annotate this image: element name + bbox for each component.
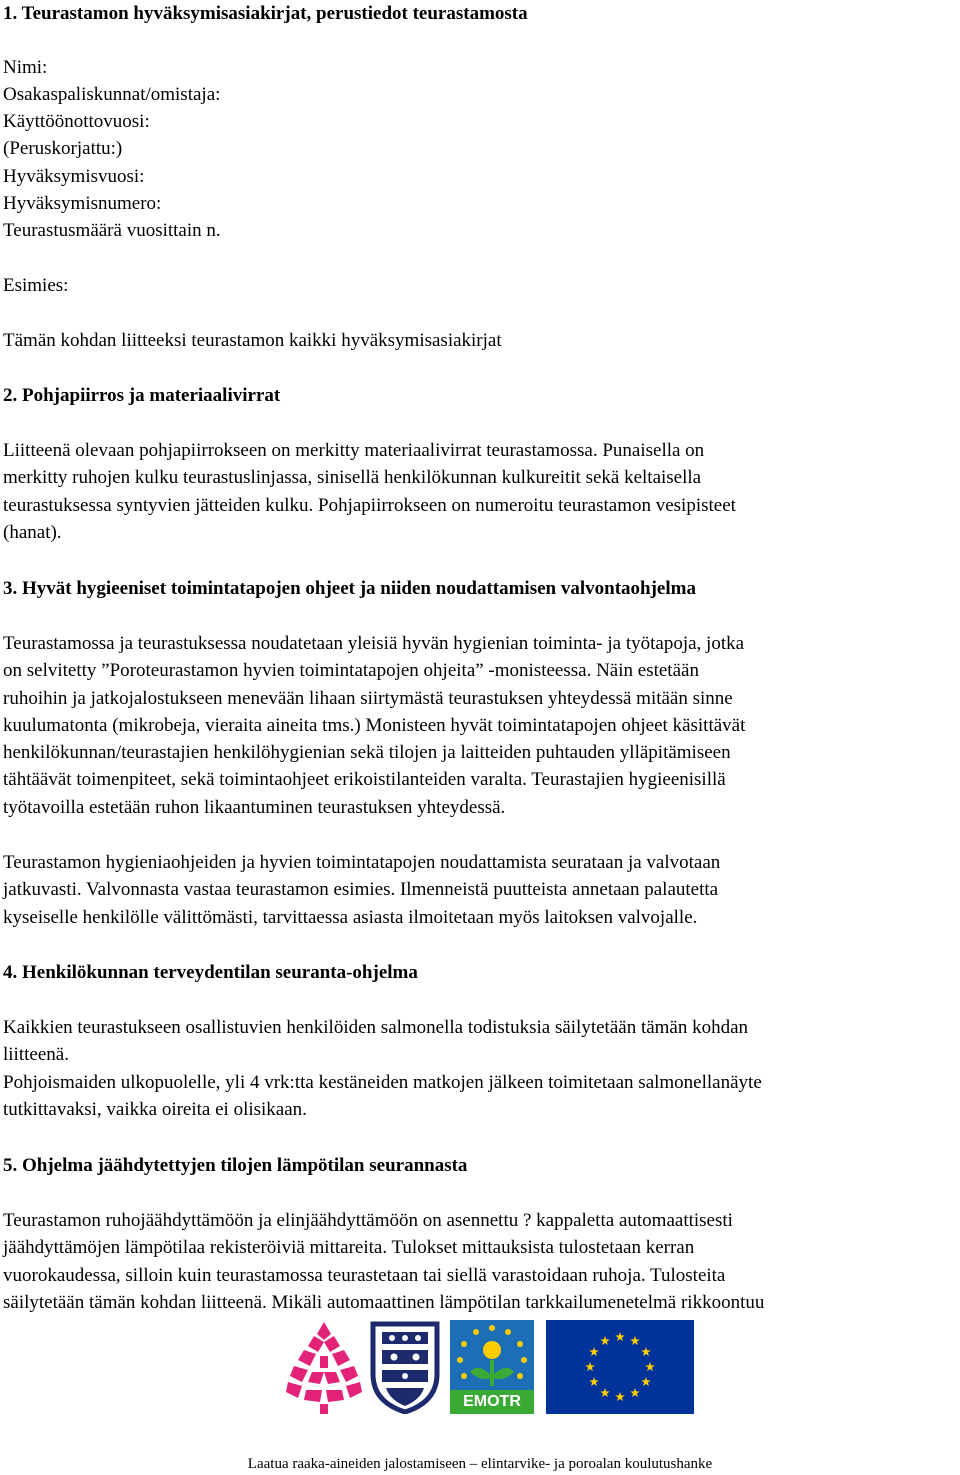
section-3-heading: 3. Hyvät hygieeniset toimintatapojen ohjeet ja niiden noudattamisen valvontaohjelma [3,578,696,599]
funding-logos [284,1320,694,1414]
text-line: säilytetään tämän kohdan liitteenä. Mikäli automaattinen lämpötilan tarkkailumenetelmä rikkoontuu [3,1291,765,1313]
text-line: ruhoihin ja jatkojalostukseen menevään lihaan siirtymästä teurastuksen yhteydessä mitään sinne [3,687,733,709]
field-approval-year: Hyväksymisvuosi: [3,166,145,187]
field-slaughter-volume: Teurastusmäärä vuosittain n. [3,220,221,241]
eu-flag-icon [546,1320,694,1414]
text-line: kuulumatonta (mikrobeja, vieraita aineita tms.) Monisteen hyvät toimintatapojen ohjeet käsittävät [3,714,746,736]
text-line: vuorokaudessa, silloin kuin teurastamossa teurastetaan tai siellä varastoidaan ruhoja. Tulosteita [3,1264,726,1286]
section-4-heading: 4. Henkilökunnan terveydentilan seuranta-ohjelma [3,962,418,983]
text-line: on selvitetty ”Poroteurastamon hyvien toimintatapojen ohjeita” -monisteessa. Näin estetään [3,660,699,682]
text-line: tähtäävät toimenpiteet, sekä toimintaohjeet erikoistilanteiden varalta. Teurastajien hygieenisillä [3,769,726,791]
text-line: työtavoilla estetään ruhon likaantuminen teurastuksen yhteydessä. [3,796,506,818]
text-line: teurastuksessa syntyvien jätteiden kulku. Pohjapiirrokseen on numeroitu teurastamon vesipisteet [3,494,736,516]
text-line: kyseiselle henkilölle välittömästi, tarvittaessa asiasta ilmoitetaan myös laitoksen valvojalle. [3,906,698,928]
text-line: Kaikkien teurastukseen osallistuvien henkilöiden salmonella todistuksia säilytetään tämän kohdan [3,1017,749,1038]
lapland-coat-of-arms-icon [370,1320,440,1414]
text-line: tutkittavaksi, vaikka oireita ei olisikaan. [3,1098,307,1120]
text-line: merkitty ruhojen kulku teurastuslinjassa, sinisellä henkilökunnan kulkureitit sekä keltaisella [3,467,702,489]
section-3-paragraph-2 [3,849,960,931]
text-line: liitteenä. [3,1044,69,1066]
field-owner: Osakaspaliskunnat/omistaja: [3,84,221,105]
section-3-paragraph-1 [3,630,960,821]
field-commissioning-year: Käyttöönottovuosi: [3,111,150,132]
field-name: Nimi: [3,57,48,78]
field-renovated: (Peruskorjattu:) [3,138,123,159]
section-1-heading: 1. Teurastamon hyväksymisasiakirjat, perustiedot teurastamosta [3,3,528,24]
section-5-paragraph [3,1207,960,1316]
section-4-paragraph [3,1014,960,1123]
section-5-heading: 5. Ohjelma jäähdytettyjen tilojen lämpötilan seurannasta [3,1155,468,1176]
footer-project-name: Laatua raaka-aineiden jalostamiseen – elintarvike- ja poroalan koulutushanke [247,1456,713,1472]
text-line: Pohjoismaiden ulkopuolelle, yli 4 vrk:tta kestäneiden matkojen jälkeen toimitetaan salmonellanäyte [3,1071,762,1093]
text-line: (hanat). [3,521,62,543]
section-2-paragraph [3,437,960,546]
text-line: jäähdyttämöjen lämpötilaa rekisteröiviä mittareita. Tulokset mittauksista tulostetaan kerran [3,1237,695,1259]
flower-emblem-icon [284,1320,364,1414]
field-approval-number: Hyväksymisnumero: [3,193,162,214]
text-line: jatkuvasti. Valvonnasta vastaa teurastamon esimies. Ilmenneistä puutteista annetaan palautetta [3,879,719,901]
text-line: Teurastamossa ja teurastuksessa noudatetaan yleisiä hyvän hygienian toiminta- ja työtapoja, jotka [3,633,745,654]
text-line: henkilökunnan/teurastajien henkilöhygienian sekä tilojen ja laitteiden puhtauden ylläpitämiseen [3,742,731,764]
text-line: Teurastamon hygieniaohjeiden ja hyvien toimintatapojen noudattamista seurataan ja valvotaan [3,852,721,873]
text-line: Teurastamon ruhojäähdyttämöön ja elinjäähdyttämöön on asennettu ? kappaletta automaattisesti [3,1210,733,1231]
emotr-label: EMOTR [463,1393,521,1410]
text-line: Liitteenä olevaan pohjapiirrokseen on merkitty materiaalivirrat teurastamossa. Punaisella on [3,440,705,461]
field-supervisor: Esimies: [3,275,69,296]
section-2-heading: 2. Pohjapiirros ja materiaalivirrat [3,385,281,406]
attachment-note: Tämän kohdan liitteeksi teurastamon kaikki hyväksymisasiakirjat [3,330,502,351]
